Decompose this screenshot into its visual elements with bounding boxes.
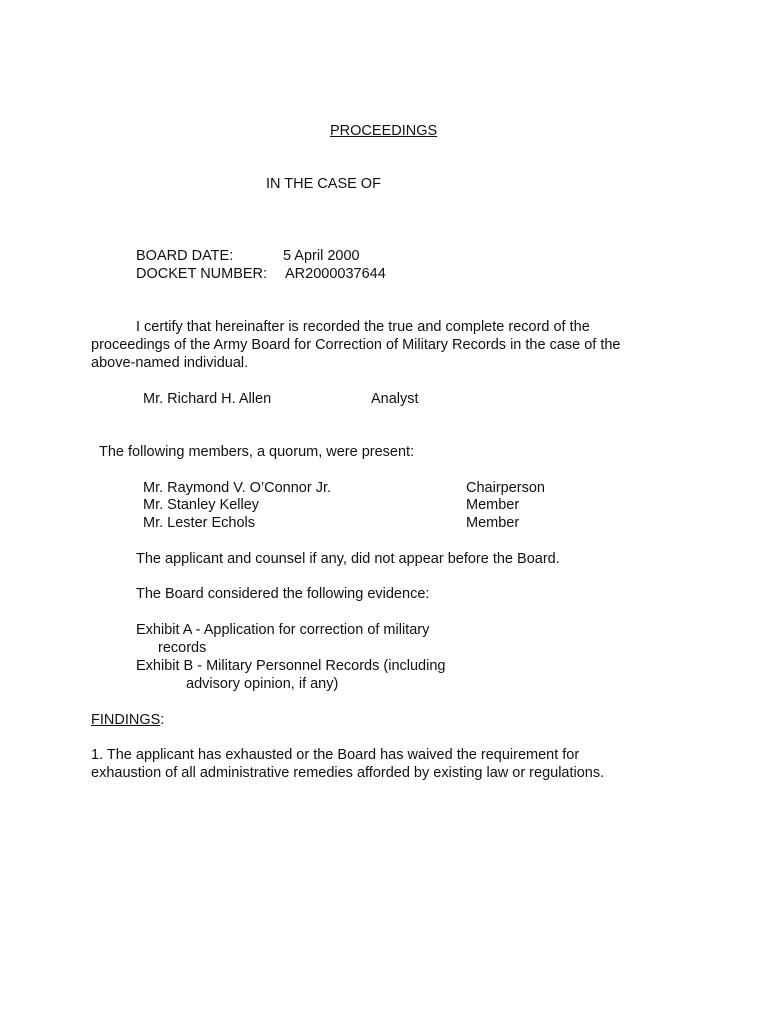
findings-heading-text: FINDINGS: [91, 712, 161, 728]
member-role: Chairperson: [466, 480, 545, 496]
quorum-intro: The following members, a quorum, were present:: [99, 444, 415, 460]
finding-item-1: 1. The applicant has exhausted or the Board has waived the requirement for exhaustion of all administrative remedies afforded by existing law or regulations.: [91, 747, 605, 781]
certification-paragraph: I certify that hereinafter is recorded the true and complete record of the proceedings of the Army Board for Correction of Military Records in the case of the above-named individual.: [91, 319, 621, 371]
appearance-statement: The applicant and counsel if any, did not appear before the Board.: [136, 551, 560, 567]
member-name: Mr. Stanley Kelley: [143, 497, 260, 513]
member-name: Mr. Raymond V. O’Connor Jr.: [143, 480, 332, 496]
findings-heading: [91, 711, 164, 729]
exhibit-b-line1: Exhibit B - Military Personnel Records (including: [136, 658, 446, 674]
evidence-intro: The Board considered the following evidence:: [136, 586, 430, 602]
board-date-value: 5 April 2000: [283, 248, 360, 264]
exhibit-a-line2: records: [158, 640, 207, 656]
findings-heading-colon: :: [160, 712, 165, 728]
document-title: PROCEEDINGS: [330, 123, 438, 139]
docket-number-value: AR2000037644: [285, 266, 386, 282]
member-name: Mr. Lester Echols: [143, 515, 256, 531]
member-role: Member: [466, 515, 520, 531]
exhibit-b-line2: advisory opinion, if any): [186, 676, 339, 692]
board-date-label: BOARD DATE:: [136, 248, 234, 264]
case-label: IN THE CASE OF: [266, 176, 381, 192]
exhibit-a-line1: Exhibit A - Application for correction of military: [136, 622, 430, 638]
member-role: Member: [466, 497, 520, 513]
docket-number-label: DOCKET NUMBER:: [136, 266, 268, 282]
analyst-role: Analyst: [371, 391, 419, 407]
analyst-name: Mr. Richard H. Allen: [143, 391, 272, 407]
